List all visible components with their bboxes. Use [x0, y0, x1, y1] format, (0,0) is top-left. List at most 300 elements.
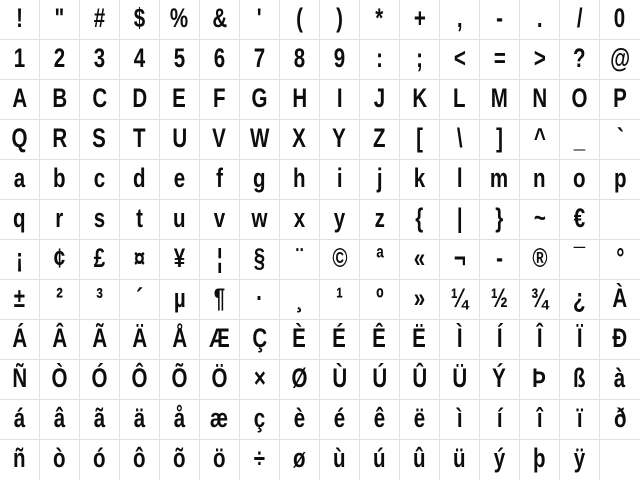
glyph-cell[interactable] [280, 280, 320, 320]
glyph-cell[interactable] [560, 200, 600, 240]
glyph: à [614, 363, 626, 393]
glyph: Ã [92, 323, 107, 353]
glyph: r [55, 203, 64, 233]
glyph-cell[interactable] [240, 80, 280, 120]
glyph: u [173, 203, 186, 233]
glyph: 2 [53, 43, 66, 73]
glyph-cell[interactable] [600, 40, 640, 80]
glyph-cell[interactable] [0, 40, 40, 80]
glyph-cell[interactable] [40, 200, 80, 240]
glyph-cell[interactable] [400, 280, 440, 320]
glyph: \ [456, 123, 463, 153]
glyph-cell[interactable] [280, 440, 320, 480]
glyph-cell[interactable] [200, 120, 240, 160]
glyph-cell[interactable] [120, 440, 160, 480]
glyph: ù [333, 443, 346, 473]
glyph-cell[interactable] [0, 280, 40, 320]
glyph-cell[interactable] [520, 160, 560, 200]
glyph-cell-empty [600, 440, 640, 480]
glyph: û [413, 443, 426, 473]
glyph: ] [496, 123, 503, 153]
glyph-cell[interactable] [320, 440, 360, 480]
glyph-cell[interactable] [480, 160, 520, 200]
glyph-cell[interactable] [160, 160, 200, 200]
glyph-cell[interactable] [400, 360, 440, 400]
glyph-cell[interactable] [280, 360, 320, 400]
glyph: ½ [490, 283, 509, 313]
glyph: Ë [412, 323, 427, 353]
glyph-cell[interactable] [280, 120, 320, 160]
glyph-cell[interactable] [0, 440, 40, 480]
glyph-cell[interactable] [520, 320, 560, 360]
glyph: ô [133, 443, 146, 473]
glyph-cell[interactable] [480, 320, 520, 360]
glyph-cell[interactable] [520, 400, 560, 440]
glyph-cell[interactable] [520, 440, 560, 480]
glyph-cell[interactable] [480, 200, 520, 240]
glyph-cell[interactable] [480, 280, 520, 320]
glyph-cell[interactable] [440, 400, 480, 440]
glyph-cell[interactable] [400, 400, 440, 440]
glyph-cell[interactable] [400, 0, 440, 40]
glyph: + [413, 3, 426, 33]
glyph: { [415, 203, 424, 233]
glyph-cell[interactable] [400, 240, 440, 280]
glyph: ¹ [336, 283, 343, 313]
glyph: | [456, 203, 463, 233]
glyph-cell[interactable] [520, 240, 560, 280]
glyph: è [293, 403, 306, 433]
glyph: % [170, 3, 189, 33]
glyph-cell[interactable] [80, 40, 120, 80]
glyph-cell[interactable] [360, 160, 400, 200]
glyph-cell[interactable] [320, 320, 360, 360]
glyph-cell[interactable] [440, 120, 480, 160]
glyph: ³ [96, 283, 103, 313]
glyph: q [13, 203, 26, 233]
glyph-cell[interactable] [560, 120, 600, 160]
glyph: ö [213, 443, 226, 473]
glyph-cell[interactable] [120, 360, 160, 400]
glyph-cell[interactable] [360, 400, 400, 440]
glyph-cell[interactable] [40, 240, 80, 280]
glyph-cell[interactable] [160, 80, 200, 120]
glyph-cell[interactable] [80, 160, 120, 200]
glyph-cell[interactable] [600, 360, 640, 400]
glyph: C [92, 83, 107, 113]
glyph: ` [616, 123, 624, 153]
glyph-cell[interactable] [160, 400, 200, 440]
glyph-cell[interactable] [600, 80, 640, 120]
glyph-cell[interactable] [560, 160, 600, 200]
glyph-cell[interactable] [40, 400, 80, 440]
glyph-cell[interactable] [360, 240, 400, 280]
glyph-cell[interactable] [320, 280, 360, 320]
glyph-cell[interactable] [480, 400, 520, 440]
glyph-cell[interactable] [200, 280, 240, 320]
glyph: ) [336, 3, 343, 33]
glyph-cell[interactable] [200, 240, 240, 280]
glyph-cell[interactable] [40, 280, 80, 320]
glyph: Ù [332, 363, 347, 393]
glyph: ã [93, 403, 106, 433]
glyph: . [536, 3, 543, 33]
glyph: G [251, 83, 268, 113]
glyph-cell[interactable] [240, 440, 280, 480]
glyph: ñ [13, 443, 26, 473]
glyph-cell[interactable] [600, 280, 640, 320]
glyph: V [212, 123, 227, 153]
glyph-cell[interactable] [520, 80, 560, 120]
glyph-cell[interactable] [440, 280, 480, 320]
glyph: Ð [612, 323, 628, 353]
glyph-cell[interactable] [440, 200, 480, 240]
glyph: b [53, 163, 66, 193]
glyph-cell[interactable] [240, 400, 280, 440]
glyph-cell[interactable] [400, 120, 440, 160]
glyph-cell[interactable] [80, 0, 120, 40]
glyph: È [292, 323, 307, 353]
glyph: Ø [291, 363, 308, 393]
glyph: Ö [211, 363, 228, 393]
glyph: ¼ [450, 283, 469, 313]
glyph-cell[interactable] [0, 360, 40, 400]
glyph-cell[interactable] [240, 120, 280, 160]
glyph-cell[interactable] [560, 0, 600, 40]
glyph: ¬ [453, 243, 466, 273]
glyph-cell[interactable] [480, 120, 520, 160]
glyph-cell[interactable] [280, 320, 320, 360]
glyph-cell[interactable] [520, 40, 560, 80]
glyph-cell[interactable] [360, 280, 400, 320]
glyph: t [136, 203, 143, 233]
glyph-cell[interactable] [320, 400, 360, 440]
glyph-cell[interactable] [280, 240, 320, 280]
glyph-cell[interactable] [560, 360, 600, 400]
glyph-cell[interactable] [120, 40, 160, 80]
glyph-cell[interactable] [360, 0, 400, 40]
glyph: 1 [13, 43, 26, 73]
glyph-cell[interactable] [0, 0, 40, 40]
glyph: æ [210, 403, 229, 433]
glyph: - [496, 3, 503, 33]
glyph-cell[interactable] [600, 320, 640, 360]
glyph-cell[interactable] [400, 40, 440, 80]
glyph-cell[interactable] [440, 320, 480, 360]
glyph-cell[interactable] [200, 320, 240, 360]
glyph: ÿ [573, 443, 586, 473]
glyph-cell[interactable] [240, 280, 280, 320]
glyph: Î [536, 323, 543, 353]
glyph: c [93, 163, 106, 193]
glyph-cell[interactable] [0, 240, 40, 280]
glyph-cell[interactable] [200, 440, 240, 480]
glyph-cell[interactable] [320, 0, 360, 40]
glyph-cell[interactable] [0, 320, 40, 360]
glyph: ç [253, 403, 266, 433]
glyph-cell[interactable] [360, 440, 400, 480]
glyph-cell[interactable] [200, 360, 240, 400]
glyph: $ [133, 3, 146, 33]
glyph-cell[interactable] [360, 120, 400, 160]
glyph: B [52, 83, 67, 113]
glyph-cell[interactable] [240, 320, 280, 360]
glyph-cell[interactable] [40, 120, 80, 160]
glyph-cell[interactable] [120, 80, 160, 120]
glyph-cell[interactable] [240, 360, 280, 400]
glyph: 7 [253, 43, 266, 73]
glyph-cell[interactable] [80, 80, 120, 120]
glyph: K [412, 83, 427, 113]
glyph: S [92, 123, 107, 153]
glyph-cell[interactable] [120, 320, 160, 360]
glyph-cell[interactable] [320, 160, 360, 200]
glyph-cell[interactable] [280, 80, 320, 120]
glyph-cell[interactable] [80, 280, 120, 320]
glyph-cell[interactable] [200, 40, 240, 80]
glyph-cell[interactable] [560, 400, 600, 440]
glyph-cell[interactable] [160, 120, 200, 160]
glyph-cell[interactable] [480, 240, 520, 280]
glyph: Ê [372, 323, 387, 353]
glyph-cell[interactable] [240, 0, 280, 40]
glyph-cell[interactable] [480, 360, 520, 400]
glyph-cell[interactable] [160, 0, 200, 40]
glyph-cell[interactable] [120, 120, 160, 160]
glyph: Û [412, 363, 427, 393]
glyph-cell[interactable] [440, 440, 480, 480]
glyph-cell[interactable] [560, 80, 600, 120]
glyph-cell[interactable] [40, 440, 80, 480]
glyph-cell[interactable] [480, 80, 520, 120]
glyph-cell[interactable] [440, 80, 480, 120]
glyph-cell[interactable] [240, 40, 280, 80]
glyph: ° [615, 243, 625, 273]
glyph-cell[interactable] [360, 360, 400, 400]
glyph-cell[interactable] [40, 360, 80, 400]
glyph: U [172, 123, 187, 153]
glyph-cell[interactable] [40, 0, 80, 40]
glyph: W [249, 123, 270, 153]
glyph-cell[interactable] [400, 200, 440, 240]
glyph-cell[interactable] [360, 200, 400, 240]
glyph-cell[interactable] [480, 40, 520, 80]
glyph: Í [496, 323, 503, 353]
glyph: ' [257, 3, 262, 33]
glyph: Ó [91, 363, 108, 393]
glyph: ì [456, 403, 463, 433]
glyph: ( [296, 3, 303, 33]
glyph: µ [173, 283, 186, 313]
glyph: Y [332, 123, 347, 153]
glyph-row [0, 0, 640, 40]
glyph-cell-empty [600, 200, 640, 240]
glyph-cell[interactable] [240, 200, 280, 240]
glyph-cell[interactable] [480, 0, 520, 40]
glyph-cell[interactable] [200, 0, 240, 40]
glyph-cell[interactable] [160, 40, 200, 80]
glyph: M [490, 83, 509, 113]
glyph-cell[interactable] [80, 440, 120, 480]
glyph: h [293, 163, 306, 193]
glyph-cell[interactable] [40, 320, 80, 360]
glyph-cell[interactable] [600, 120, 640, 160]
glyph: H [292, 83, 307, 113]
glyph-cell[interactable] [200, 200, 240, 240]
glyph: X [292, 123, 307, 153]
glyph-cell[interactable] [440, 240, 480, 280]
glyph: i [336, 163, 343, 193]
glyph: ¸ [296, 283, 303, 313]
glyph-row [0, 240, 640, 280]
glyph: Ô [131, 363, 148, 393]
glyph-cell[interactable] [200, 400, 240, 440]
glyph: z [374, 203, 385, 233]
glyph-cell[interactable] [280, 160, 320, 200]
glyph-cell[interactable] [600, 400, 640, 440]
glyph-row [0, 440, 640, 480]
glyph-cell[interactable] [320, 40, 360, 80]
glyph-cell[interactable] [40, 40, 80, 80]
glyph-cell[interactable] [600, 160, 640, 200]
glyph-cell[interactable] [400, 440, 440, 480]
glyph-cell[interactable] [520, 120, 560, 160]
glyph-cell[interactable] [0, 160, 40, 200]
glyph: ß [573, 363, 586, 393]
glyph-cell[interactable] [520, 200, 560, 240]
glyph: 3 [93, 43, 106, 73]
glyph-cell[interactable] [0, 400, 40, 440]
glyph-cell[interactable] [440, 0, 480, 40]
glyph: ¾ [530, 283, 549, 313]
glyph-cell[interactable] [240, 240, 280, 280]
glyph: O [571, 83, 588, 113]
glyph: · [256, 283, 263, 313]
glyph: Ä [132, 323, 147, 353]
glyph-cell[interactable] [440, 160, 480, 200]
glyph: # [93, 3, 106, 33]
glyph: N [532, 83, 547, 113]
glyph-cell[interactable] [0, 200, 40, 240]
glyph-cell[interactable] [80, 360, 120, 400]
glyph: s [93, 203, 106, 233]
glyph-cell[interactable] [560, 320, 600, 360]
glyph: Å [172, 323, 187, 353]
glyph-cell[interactable] [160, 200, 200, 240]
glyph: @ [609, 43, 630, 73]
glyph-cell[interactable] [400, 320, 440, 360]
glyph: & [212, 3, 227, 33]
glyph-cell[interactable] [280, 40, 320, 80]
glyph-cell[interactable] [0, 120, 40, 160]
glyph-cell[interactable] [160, 440, 200, 480]
glyph: å [173, 403, 186, 433]
glyph-cell[interactable] [600, 240, 640, 280]
glyph-cell[interactable] [40, 80, 80, 120]
glyph-cell[interactable] [360, 80, 400, 120]
glyph-cell[interactable] [440, 40, 480, 80]
glyph-cell[interactable] [280, 400, 320, 440]
glyph: € [573, 203, 586, 233]
glyph: á [13, 403, 26, 433]
glyph-cell[interactable] [120, 160, 160, 200]
glyph-cell[interactable] [560, 440, 600, 480]
glyph-cell[interactable] [520, 0, 560, 40]
glyph-cell[interactable] [80, 200, 120, 240]
glyph-cell[interactable] [320, 240, 360, 280]
glyph-cell[interactable] [360, 40, 400, 80]
glyph-cell[interactable] [560, 40, 600, 80]
glyph-cell[interactable] [360, 320, 400, 360]
glyph-cell[interactable] [280, 200, 320, 240]
glyph-cell[interactable] [440, 360, 480, 400]
glyph-cell[interactable] [280, 0, 320, 40]
glyph: « [413, 243, 426, 273]
glyph-cell[interactable] [240, 160, 280, 200]
glyph-cell[interactable] [560, 280, 600, 320]
glyph: Á [12, 323, 27, 353]
glyph-cell[interactable] [120, 200, 160, 240]
glyph-cell[interactable] [120, 240, 160, 280]
glyph: E [172, 83, 187, 113]
glyph-cell[interactable] [320, 360, 360, 400]
glyph-cell[interactable] [80, 120, 120, 160]
glyph-cell[interactable] [0, 80, 40, 120]
glyph-cell[interactable] [120, 280, 160, 320]
glyph-cell[interactable] [560, 240, 600, 280]
glyph-cell[interactable] [200, 80, 240, 120]
glyph-cell[interactable] [320, 200, 360, 240]
glyph-cell[interactable] [320, 80, 360, 120]
glyph: d [133, 163, 146, 193]
glyph-cell[interactable] [120, 400, 160, 440]
glyph: _ [573, 123, 586, 153]
glyph-cell[interactable] [80, 400, 120, 440]
glyph: ± [13, 283, 26, 313]
glyph: J [373, 83, 386, 113]
glyph: Ú [372, 363, 387, 393]
glyph-row [0, 200, 640, 240]
glyph-cell[interactable] [200, 160, 240, 200]
glyph: Q [11, 123, 28, 153]
glyph-cell[interactable] [520, 360, 560, 400]
glyph-cell[interactable] [120, 0, 160, 40]
glyph-cell[interactable] [80, 240, 120, 280]
glyph-cell[interactable] [160, 360, 200, 400]
glyph: ê [373, 403, 386, 433]
glyph: Ò [51, 363, 68, 393]
glyph-cell[interactable] [80, 320, 120, 360]
glyph: î [536, 403, 543, 433]
glyph-cell[interactable] [160, 320, 200, 360]
glyph: 0 [614, 3, 626, 33]
glyph-cell[interactable] [400, 80, 440, 120]
glyph-cell[interactable] [320, 120, 360, 160]
glyph-cell[interactable] [160, 280, 200, 320]
glyph-cell[interactable] [400, 160, 440, 200]
glyph: ä [133, 403, 146, 433]
glyph: o [573, 163, 586, 193]
glyph-cell[interactable] [160, 240, 200, 280]
glyph: n [533, 163, 546, 193]
glyph-cell[interactable] [480, 440, 520, 480]
glyph-cell[interactable] [520, 280, 560, 320]
glyph: ~ [533, 203, 546, 233]
glyph-cell[interactable] [40, 160, 80, 200]
glyph: [ [416, 123, 423, 153]
glyph-row [0, 120, 640, 160]
glyph-cell[interactable] [600, 0, 640, 40]
